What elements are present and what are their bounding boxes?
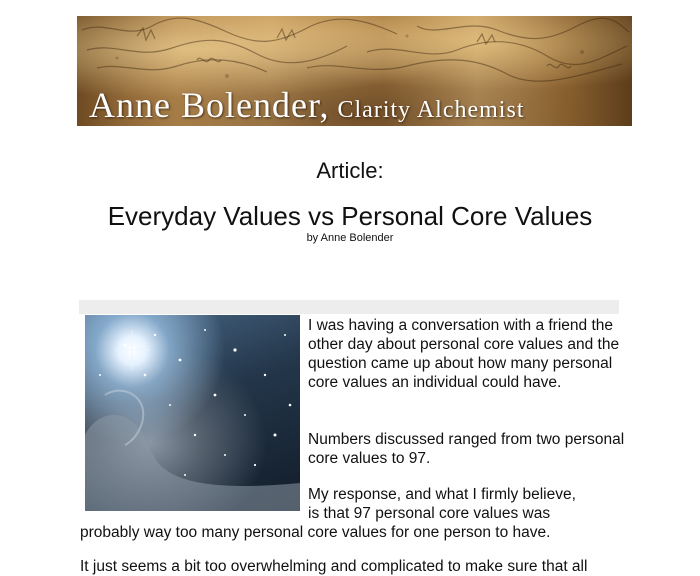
author-name: Anne Bolender, — [89, 85, 330, 125]
paragraph-1: I was having a conversation with a friend the other day about personal core values and the question came up about how many personal core values an individual could have. — [308, 317, 620, 391]
article-title: Everyday Values vs Personal Core Values — [107, 201, 593, 231]
banner-title — [89, 84, 524, 126]
site-banner[interactable] — [77, 16, 632, 126]
paragraph-4: It just seems a bit too overwhelming and complicated to make sure that all — [80, 558, 588, 575]
paragraph-3-line-2: is that 97 personal core values was — [308, 505, 551, 522]
article-image — [85, 315, 300, 511]
paragraph-3-line-3: probably way too many personal core values for one person to have. — [80, 524, 551, 541]
paragraph-3-line-1: My response, and what I firmly believe, — [308, 486, 576, 503]
article-byline: by Anne Bolender — [306, 232, 394, 244]
author-tagline: Clarity Alchemist — [337, 97, 525, 123]
paragraph-2: Numbers discussed ranged from two personal core values to 97. — [308, 431, 625, 467]
cosmic-face-illustration — [85, 315, 300, 511]
section-divider — [79, 300, 619, 314]
article-kicker: Article: — [316, 158, 384, 183]
